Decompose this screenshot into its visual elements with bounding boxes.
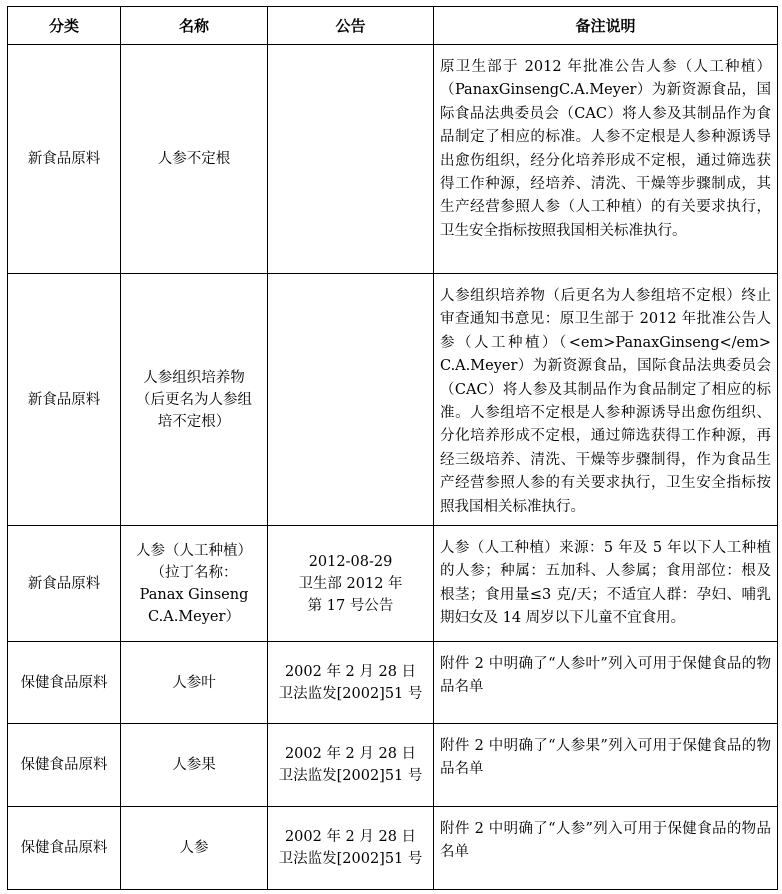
category-cell: 保健食品原料 (8, 642, 121, 724)
note-cell: 附件 2 中明确了“人参”列入可用于保健食品的物品名单 (434, 807, 778, 890)
note-cell: 附件 2 中明确了“人参叶”列入可用于保健食品的物品名单 (434, 642, 778, 724)
header-name: 名称 (121, 7, 268, 45)
announcement-cell: 2002 年 2 月 28 日 卫法监发[2002]51 号 (268, 724, 434, 807)
table-row (8, 45, 778, 274)
table-row (8, 274, 778, 526)
table-row (8, 642, 778, 724)
category-cell: 保健食品原料 (8, 807, 121, 890)
note-cell: 人参（人工种植）来源：5 年及 5 年以下人工种植的人参；种属：五加科、人参属；食用部位：根及根茎；食用量≤3 克/天；不适宜人群：孕妇、哺乳期妇女及 14 周岁以下儿童不宜食用。 (434, 526, 778, 642)
category-cell: 新食品原料 (8, 526, 121, 642)
header-note: 备注说明 (434, 7, 778, 45)
table-row (8, 807, 778, 890)
header-announcement: 公告 (268, 7, 434, 45)
name-cell: 人参 (121, 807, 268, 890)
name-cell: 人参组织培养物 （后更名为人参组 培不定根） (121, 274, 268, 526)
announcement-cell: 2002 年 2 月 28 日 卫法监发[2002]51 号 (268, 807, 434, 890)
table-row (8, 724, 778, 807)
name-cell: 人参叶 (121, 642, 268, 724)
announcement-cell: 2012-08-29 卫生部 2012 年 第 17 号公告 (268, 526, 434, 642)
header-category: 分类 (8, 7, 121, 45)
announcement-cell: 2002 年 2 月 28 日 卫法监发[2002]51 号 (268, 642, 434, 724)
name-cell: 人参不定根 (121, 45, 268, 274)
name-cell: 人参（人工种植） （拉丁名称： Panax Ginseng C.A.Meyer） (121, 526, 268, 642)
note-cell: 人参组织培养物（后更名为人参组培不定根）终止审查通知书意见：原卫生部于 2012 年批准公告人参（人工种植）（<em>PanaxGinseng</em> C.A.Meyer）为新资源食品，国际食品法典委员会（CAC）将人参及其制品作为食品制定了相应的标准。人参组培不定根是人参种源诱导出愈伤组织、分化培养形成不定根，通过筛选获得工作种源，再经三级培养、清洗、干燥等步骤制得，作为食品生产经营参照人参的有关要求执行，卫生安全指标按照我国相关标准执行。 (434, 274, 778, 526)
announcement-cell (268, 45, 434, 274)
category-cell: 新食品原料 (8, 45, 121, 274)
ginseng-regulation-table (7, 6, 778, 890)
announcement-cell (268, 274, 434, 526)
header-row (8, 7, 778, 45)
category-cell: 保健食品原料 (8, 724, 121, 807)
category-cell: 新食品原料 (8, 274, 121, 526)
note-cell: 附件 2 中明确了“人参果”列入可用于保健食品的物品名单 (434, 724, 778, 807)
table-row (8, 526, 778, 642)
name-cell: 人参果 (121, 724, 268, 807)
note-cell: 原卫生部于 2012 年批准公告人参（人工种植）（PanaxGinsengC.A.Meyer）为新资源食品，国际食品法典委员会（CAC）将人参及其制品作为食品制定了相应的标准。人参不定根是人参种源诱导出愈伤组织，经分化培养形成不定根，通过筛选获得工作种源，经培养、清洗、干燥等步骤制成，其生产经营参照人参（人工种植）的有关要求执行，卫生安全指标按照我国相关标准执行。 (434, 45, 778, 274)
